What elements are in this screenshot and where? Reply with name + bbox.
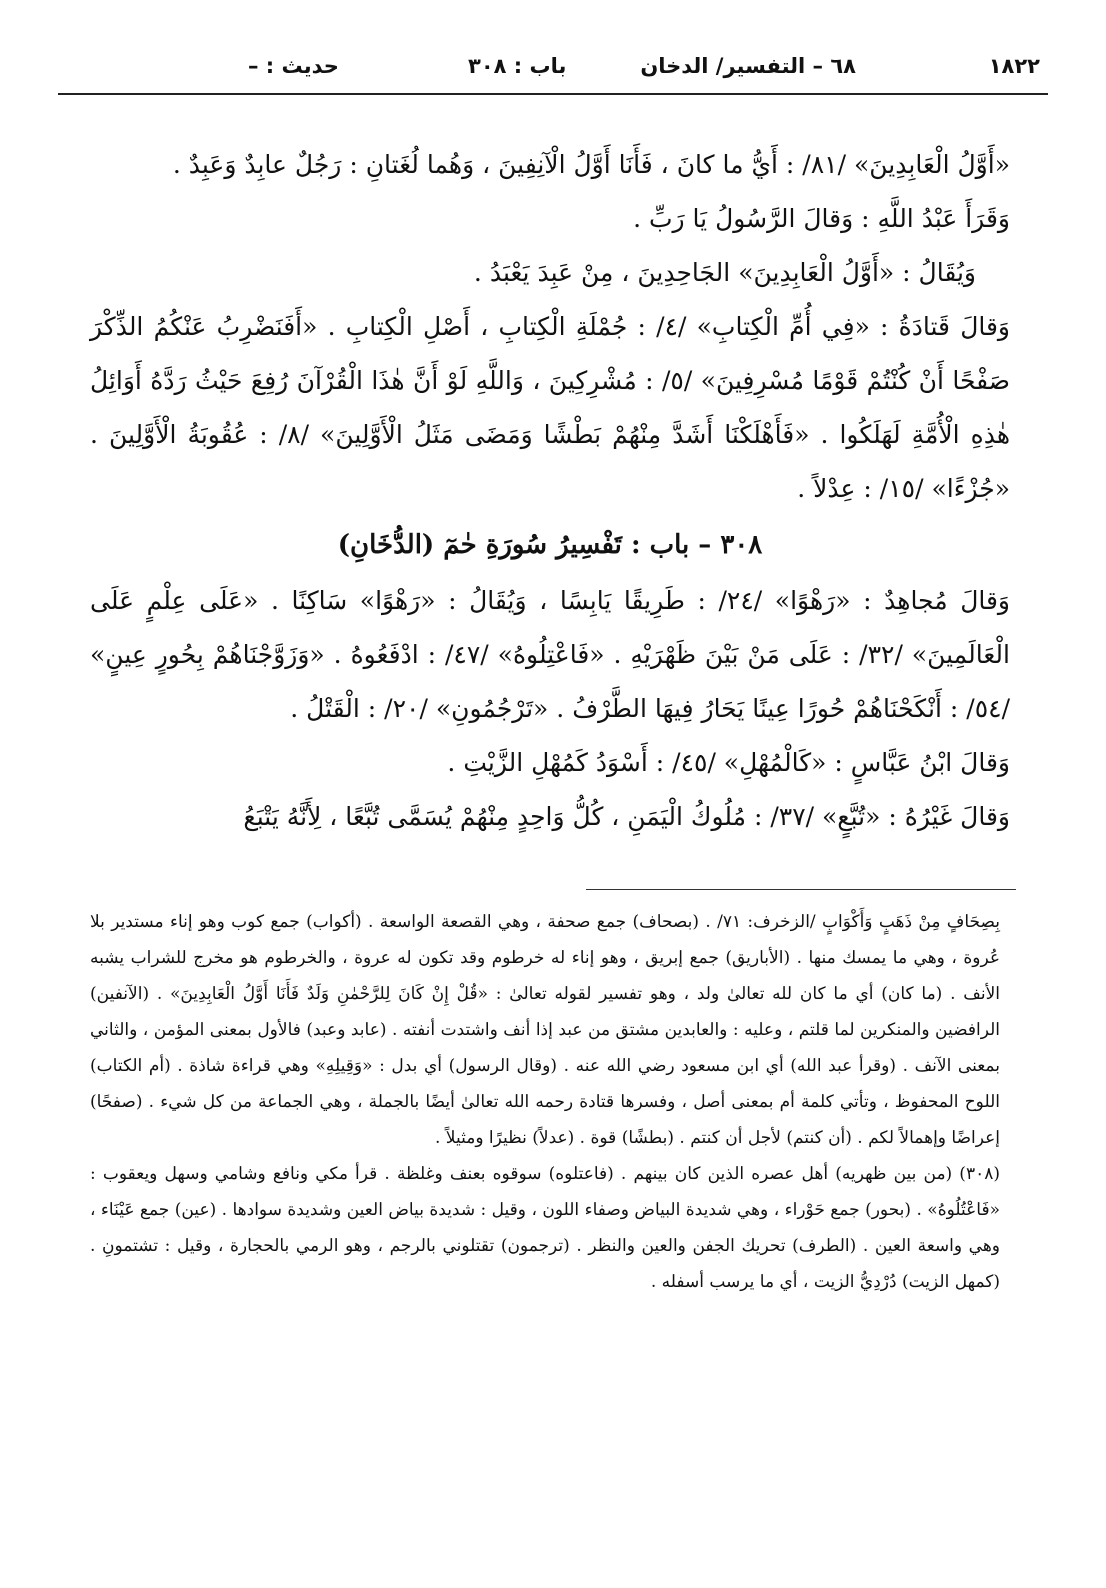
paragraph: وَقَرَأَ عَبْدُ اللَّهِ : وَقالَ الرَّسُولُ يَا رَبِّ . [633,204,1010,233]
chapter-title: ٣٠٨ – باب : تَفْسِيرُ سُورَةِ حٰمٓ (الدُّخَانِ) [337,530,763,560]
footnote: بِصِحَافٍ مِنْ ذَهَبٍ وَأَكْوَابٍ /الزخرف: ٧١/ . (بصحاف) جمع صحفة ، وهي القصعة الواسعة . (أكواب) جمع كوب وهو إناء مستدير بلا عُروة ، وهي ما يمسك منها . (الأباريق) جمع إبريق ، وهو إناء له خرطوم وقد تكون له عروة ، والخرطوم هو مخرج للشراب يشبه الأنف . (ما كان) أي ما كان لله تعالىٰ ولد ، وهو تفسير لقوله تعالىٰ : «قُلْ إِنْ كَانَ لِلرَّحْمٰنِ وَلَدٌ فَأَنَا أَوَّلُ الْعَابِدِينَ» . (الآنفين) الرافضين والمنكرين لما قلتم ، وعليه : والعابدين مشتق من عبد إذا أنف واشتدت أنفته . (عابد وعبد) فالأول بمعنى المؤمن ، والثاني بمعنى الآنف . (وقرأ عبد الله) أي ابن مسعود رضي الله عنه . (وقال الرسول) أي بدل : «وَقِيلِهِ» وهي قراءة شاذة . (أم الكتاب) اللوح المحفوظ ، وتأتي كلمة أم بمعنى أصل ، وفسرها قتادة رحمه الله تعالىٰ أيضًا بالجملة ، وهي الجماعة من كل شيء . (صفحًا) إعراضًا وإهمالاً لكم . (أن كنتم) لأجل أن كنتم . (بطشًا) قوة . (عدلاً) نظيرًا ومثيلاً . [90,912,1000,1148]
paragraph: «أَوَّلُ الْعَابِدِينَ» /٨١/ : أَيُّ ما كانَ ، فَأَنَا أَوَّلُ الْآنِفِينَ ، وَهُما لُغَتانِ : رَجُلٌ عابِدٌ وَعَبِدٌ . [172,150,1010,179]
chapter-heading: ٦٨ – التفسير/ الدخان [640,54,856,78]
footnote: (٣٠٨) (من بين ظهريه) أهل عصره الذين كان بينهم . (فاعتلوه) سوقوه بعنف وغلظة . قرأ مكي ونافع وشامي وسهل ويعقوب : «فَاعْتُلُوهُ» . (بحور) جمع حَوْراء ، وهي شديدة البياض وصفاء اللون ، وقيل : شديدة بياض العين وشديدة سوادها . (عين) جمع عَيْنَاء ، وهي واسعة العين . (الطرف) تحريك الجفن والعين والنظر . (ترجمون) تقتلوني بالرجم ، وهو الرمي بالحجارة ، وقيل : تشتمونِ . (كمهل الزيت) دُرْدِيُّ الزيت ، أي ما يرسب أسفله . [90,1164,1000,1292]
paragraph: وَقالَ مُجاهِدٌ : «رَهْوًا» /٢٤/ : طَرِيقًا يَابِسًا ، وَيُقَالُ : «رَهْوًا» سَاكِنًا . «عَلَى عِلْمٍ عَلَى الْعَالَمِينَ» /٣٢/ : عَلَى مَنْ بَيْنَ ظَهْرَيْهِ . «فَاعْتِلُوهُ» /٤٧/ : ادْفَعُوهُ . «وَزَوَّجْنَاهُمْ بِحُورٍ عِينٍ» /٥٤/ : أَنْكَحْنَاهُمْ حُورًا عِينًا يَحَارُ فِيهَا الطَّرْفُ . «تَرْجُمُونِ» /٢٠/ : الْقَتْلُ . [90,586,1010,723]
paragraph: وَيُقَالُ : «أَوَّلُ الْعَابِدِينَ» الجَاحِدِينَ ، مِنْ عَبِدَ يَعْبَدُ . [473,258,976,287]
header-divider [58,93,1048,95]
footnote-divider [586,889,1016,890]
paragraph: وَقالَ ابْنُ عَبَّاسٍ : «كَالْمُهْلِ» /٤٥/ : أَسْوَدُ كَمُهْلِ الزَّيْتِ . [447,748,1010,777]
page-number: ١٨٢٢ [988,54,1040,78]
paragraph: وَقالَ قَتادَةُ : «فِي أُمِّ الْكِتابِ» /٤/ : جُمْلَةِ الْكِتابِ ، أَصْلِ الْكِتابِ . «أَفَنَضْرِبُ عَنْكُمُ الذِّكْرَ صَفْحًا أَنْ كُنْتُمْ قَوْمًا مُسْرِفِينَ» /٥/ : مُشْرِكِينَ ، وَاللَّهِ لَوْ أَنَّ هٰذَا الْقُرْآنَ رُفِعَ حَيْثُ رَدَّهُ أَوَائِلُ هٰذِهِ الْأُمَّةِ لَهَلَكُوا . «فَأَهْلَكْنَا أَشَدَّ مِنْهُمْ بَطْشًا وَمَضَى مَثَلُ الْأَوَّلِينَ» /٨/ : عُقُوبَةُ الْأَوَّلِينَ . «جُزْءًا» /١٥/ : عِدْلاً . [90,312,1010,503]
main-text [90,138,1010,844]
page-header [58,50,1048,94]
hadith-number: حديث : – [248,54,339,78]
footnotes [90,904,1000,1300]
paragraph: وَقالَ غَيْرُهُ : «تُبَّعٍ» /٣٧/ : مُلُوكُ الْيَمَنِ ، كُلُّ وَاحِدٍ مِنْهُمْ يُسَمَّى تُبَّعًا ، لِأَنَّهُ يَتْبَعُ [243,802,1010,831]
bab-number: باب : ٣٠٨ [468,54,567,78]
